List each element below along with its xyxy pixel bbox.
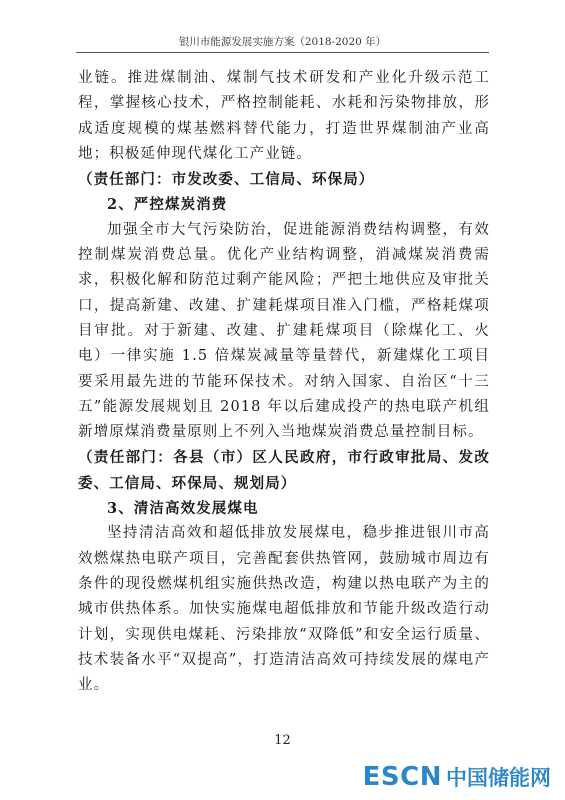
running-header: 银川市能源发展实施方案（2018-2020 年） xyxy=(178,36,387,48)
section-heading-coal-power: 3、清洁高效发展煤电 xyxy=(107,500,259,518)
escn-watermark-logo xyxy=(363,764,551,790)
responsibility-note-1: （责任部门：市发改委、工信局、环保局） xyxy=(78,171,375,189)
paragraph-coal-control: 加强全市大气污染防治，促进能源消费结构调整，有效控制煤炭消费总量。优化产业结构调整，消减煤炭消费需求，积极化解和防范过剩产能风险；严把土地供应及审批关口，提高新建、改建、扩建耗煤项目准入门槛，严格耗煤项目审批。对于新建、改建、扩建耗煤项目（除煤化工、火电）一律实施 1.5 倍煤炭减量等量替代，新建煤化工项目要采用最先进的节能环保技术。对纳入国家、自治区“十三五”能源发展规划且 2018 年以后建成投产的热电联产机组新增原煤消费量原则上不列入当地煤炭消费总量控制目标。 xyxy=(78,221,490,441)
watermark-latin: ESCN xyxy=(362,762,442,792)
paragraph-coal-chemical: 业链。推进煤制油、煤制气技术研发和产业化升级示范工程，掌握核心技术，严格控制能耗、水耗和污染物排放，形成适度规模的煤基燃料替代能力，打造世界煤制油产业高地；积极延伸现代煤化工产业链。 xyxy=(78,70,490,162)
header-divider xyxy=(76,52,489,53)
page-number: 12 xyxy=(274,733,291,748)
paragraph-coal-power: 坚持清洁高效和超低排放发展煤电，稳步推进银川市高效燃煤热电联产项目，完善配套供热管网，鼓励城市周边有条件的现役燃煤机组实施供热改造，构建以热电联产为主的城市供热体系。加快实施煤电超低排放和节能升级改造行动计划，实现供电煤耗、污染排放“双降低”和安全运行质量、技术装备水平“双提高”，打造清洁高效可持续发展的煤电产业。 xyxy=(78,525,490,694)
section-heading-coal-control: 2、严控煤炭消费 xyxy=(107,196,228,214)
page-content xyxy=(78,66,490,698)
watermark-chinese: 中国储能网 xyxy=(446,765,551,790)
responsibility-note-2: （责任部门：各县（市）区人民政府，市行政审批局、发改委、工信局、环保局、规划局） xyxy=(78,449,490,492)
